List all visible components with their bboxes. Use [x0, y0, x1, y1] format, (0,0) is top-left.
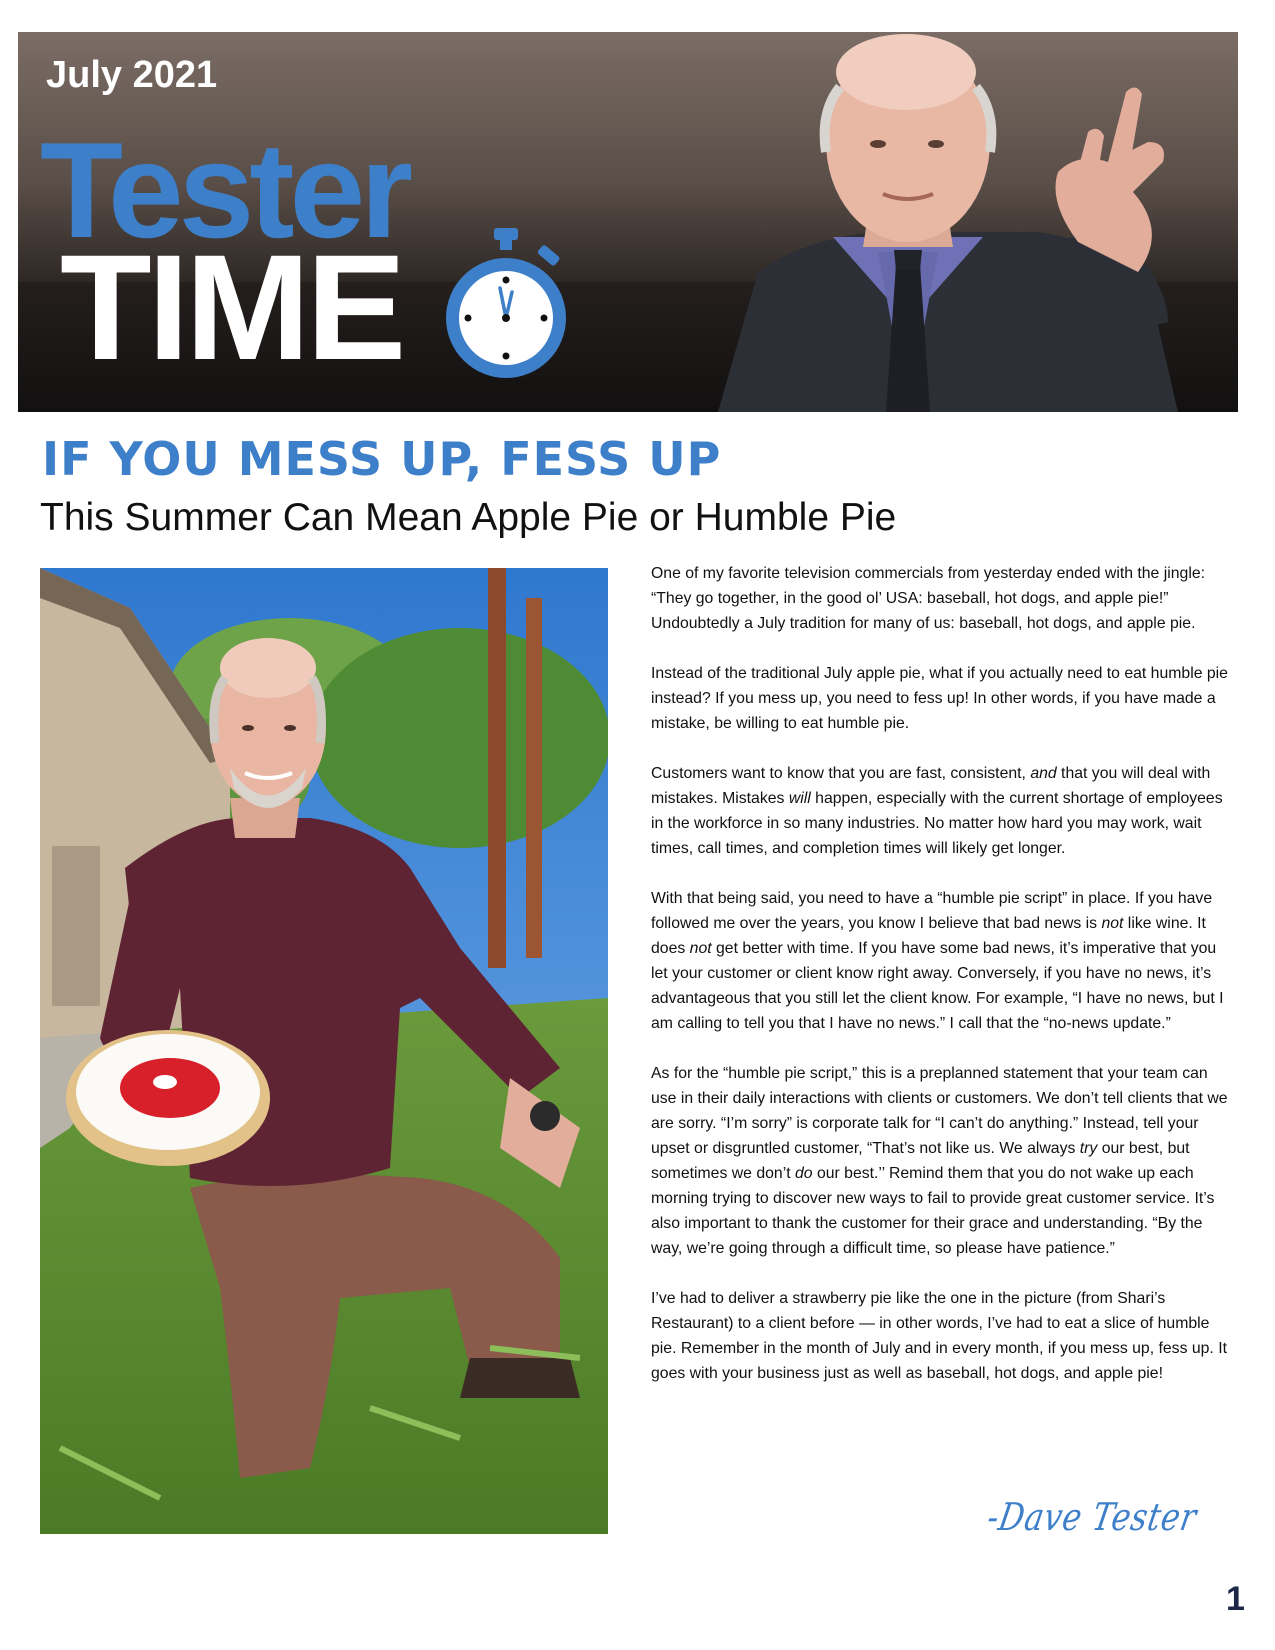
author-signature: -Dave Tester — [984, 1495, 1201, 1539]
speaker-photo — [608, 32, 1238, 412]
article-paragraph: With that being said, you need to have a “humble pie script” in place. If you have followed me over the years, you know I believe that bad news is not like wine. It does not get better with time. If you have some bad news, it’s imperative that you let your customer or client know right away. Conversely, if you have no news, it’s advantageous that you still let the client know. For example, “I have no news, but I am calling to tell you that I have no news.” I call that the “no-news update.” — [651, 890, 1224, 1032]
article-paragraph: I’ve had to deliver a strawberry pie like the one in the picture (from Shari’s Restaurant) to a client before — in other words, I’ve had to eat a slice of humble pie. Remember in the month of July and in every month, if you mess up, fess up. It goes with your business just as well as baseball, hot dogs, and apple pie! — [651, 1290, 1227, 1382]
article-headline: IF YOU MESS UP, FESS UP — [42, 432, 722, 486]
article-paragraph: One of my favorite television commercials from yesterday ended with the jingle: “They go together, in the good ol’ USA: baseball, hot dogs, and apple pie!” Undoubtedly a July tradition for many of us: baseball, hot dogs, and apple pie. — [651, 565, 1206, 632]
article-body — [651, 561, 1229, 1411]
article-subheadline: This Summer Can Mean Apple Pie or Humble Pie — [40, 496, 897, 539]
article-paragraph: Customers want to know that you are fast, consistent, and that you will deal with mistakes. Mistakes will happen, especially with the current shortage of employees in the workforce in so many industries. No matter how hard you may work, wait times, call times, and completion times will likely get longer. — [651, 765, 1223, 857]
page-number: 1 — [1226, 1580, 1245, 1618]
newsletter-title-time: TIME — [60, 223, 403, 391]
article-paragraph: Instead of the traditional July apple pie, what if you actually need to eat humble pie instead? If you mess up, you need to fess up! In other words, if you have made a mistake, be willing to eat humble pie. — [651, 665, 1228, 732]
stopwatch-icon — [436, 224, 576, 384]
newsletter-title-tester: Tester — [40, 114, 409, 266]
article-paragraph: As for the “humble pie script,” this is a preplanned statement that your team can use in their daily interactions with clients or customers. We don’t tell clients that we are sorry. “I’m sorry” is corporate talk for “I can’t do anything.” Instead, tell your upset or disgruntled customer, “That’s not like us. We always try our best, but sometimes we don’t do our best.’’ Remind them that you do not wake up each morning trying to discover new ways to fail to provide great customer service. It’s also important to thank the customer for their grace and understanding. “By the way, we’re going through a difficult time, so please have patience.” — [651, 1065, 1228, 1257]
issue-date: July 2021 — [46, 54, 218, 96]
man-holding-pie-photo — [40, 568, 608, 1534]
masthead-banner — [18, 32, 1238, 412]
